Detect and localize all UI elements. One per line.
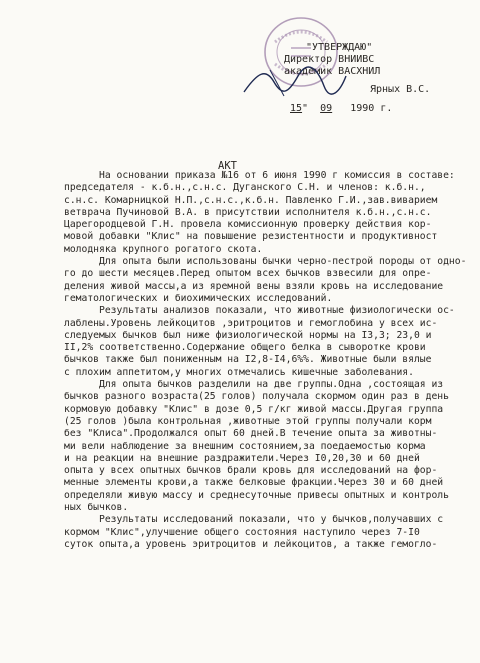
date-day: 15 <box>290 103 303 114</box>
body-line: II,2% соответственно.Содержание общего белка в сыворотке крови <box>64 342 426 354</box>
body-line: ных бычков. <box>64 502 129 514</box>
document-body <box>64 170 476 551</box>
approval-position: Директор ВНИИВС <box>284 54 375 65</box>
date-month: 09 <box>320 103 333 114</box>
body-line: бычков разного возраста(25 голов) получала скормом один раз в день <box>64 391 449 403</box>
body-line: без "Клиса".Продолжался опыт 60 дней.В течение опыта за животны- <box>64 428 438 440</box>
body-line: лаблены.Уровень лейкоцитов ,эритроцитов и гемоглобина у всех ис- <box>64 317 438 329</box>
body-line: Результаты исследований показали, что у бычков,получавших с <box>64 514 444 526</box>
handwritten-signature <box>240 62 350 100</box>
body-line: (25 голов )была контрольная ,животные этой группы получали корм <box>64 415 432 427</box>
body-line: менные элементы крови,а также белковые фракции.Через 30 и 60 дней <box>64 477 444 489</box>
date-year: 1990 г. <box>350 103 393 114</box>
date-line: 15" 09 1990 г. <box>290 103 393 114</box>
body-line: следуемых бычков был ниже физиологической нормы на I3,3; 23,0 и <box>64 329 432 341</box>
body-line: суток опыта,а уровень эритроцитов и лейкоцитов, а также гемогло- <box>64 538 438 550</box>
body-line: гематологических и биохимических исследований. <box>64 292 333 304</box>
body-line: На основании приказа №16 от 6 июня 1990 г комиссия в составе: <box>64 170 455 181</box>
body-line: го до шести месяцев.Перед опытом всех бычков взвесили для опре- <box>64 268 432 280</box>
body-line: бычков также был пониженным на I2,8-I4,6%%. Животные были вялые <box>64 354 432 366</box>
body-line: Результаты анализов показали, что животные физиологически ос- <box>64 305 455 317</box>
body-line: и на реакции на внешние раздражители.Через I0,20,30 и 60 дней <box>64 452 420 464</box>
approval-title: академик ВАСХНИЛ <box>284 66 381 77</box>
approval-heading: "УТВЕРЖДАЮ" <box>306 42 373 53</box>
body-line: с плохим аппетитом,у многих отмечались кишечные заболевания. <box>64 366 414 378</box>
body-line: ми вели наблюдение за внешним состоянием,за поедаемостью корма <box>64 440 426 452</box>
body-line: с.н.с. Комарницкой Н.П.,с.н.с.,к.б.н. Павленко Г.И.,зав.виварием <box>64 194 438 206</box>
body-line: опыта у всех опытных бычков брали кровь для исследований на фор- <box>64 465 438 477</box>
body-line: Для опыта были использованы бычки черно-пестрой породы от одно- <box>64 256 467 268</box>
body-line: председателя - к.б.н.,с.н.с. Дуганского С.Н. и членов: к.б.н., <box>64 182 426 194</box>
body-line: ветврача Пучиновой В.А. в присутствии исполнителя к.б.н.,с.н.с. <box>64 206 432 218</box>
body-line: Царегородцевой Г.Н. провела комиссионную проверку действия кор- <box>64 219 432 231</box>
document-title: АКТ <box>218 160 237 172</box>
body-line: кормовую добавку "Клис" в дозе 0,5 г/кг живой массы.Другая группа <box>64 403 444 415</box>
approval-signer: Ярных В.С. <box>370 84 431 95</box>
body-line: деления живой массы,а из яремной вены взяли кровь на исследование <box>64 280 444 292</box>
body-line: Для опыта бычков разделили на две группы.Одна ,состоящая из <box>64 379 444 391</box>
body-line: определяли живую массу и среднесуточные привесы опытных и контроль <box>64 489 449 501</box>
body-line: мовой добавки "Клис" на повышение резистентности и продуктивност <box>64 231 438 243</box>
body-line: кормом "Клис",улучшение общего состояния наступило через 7-I0 <box>64 526 420 538</box>
body-line: молоднякa крупного рогатого скота. <box>64 243 263 255</box>
